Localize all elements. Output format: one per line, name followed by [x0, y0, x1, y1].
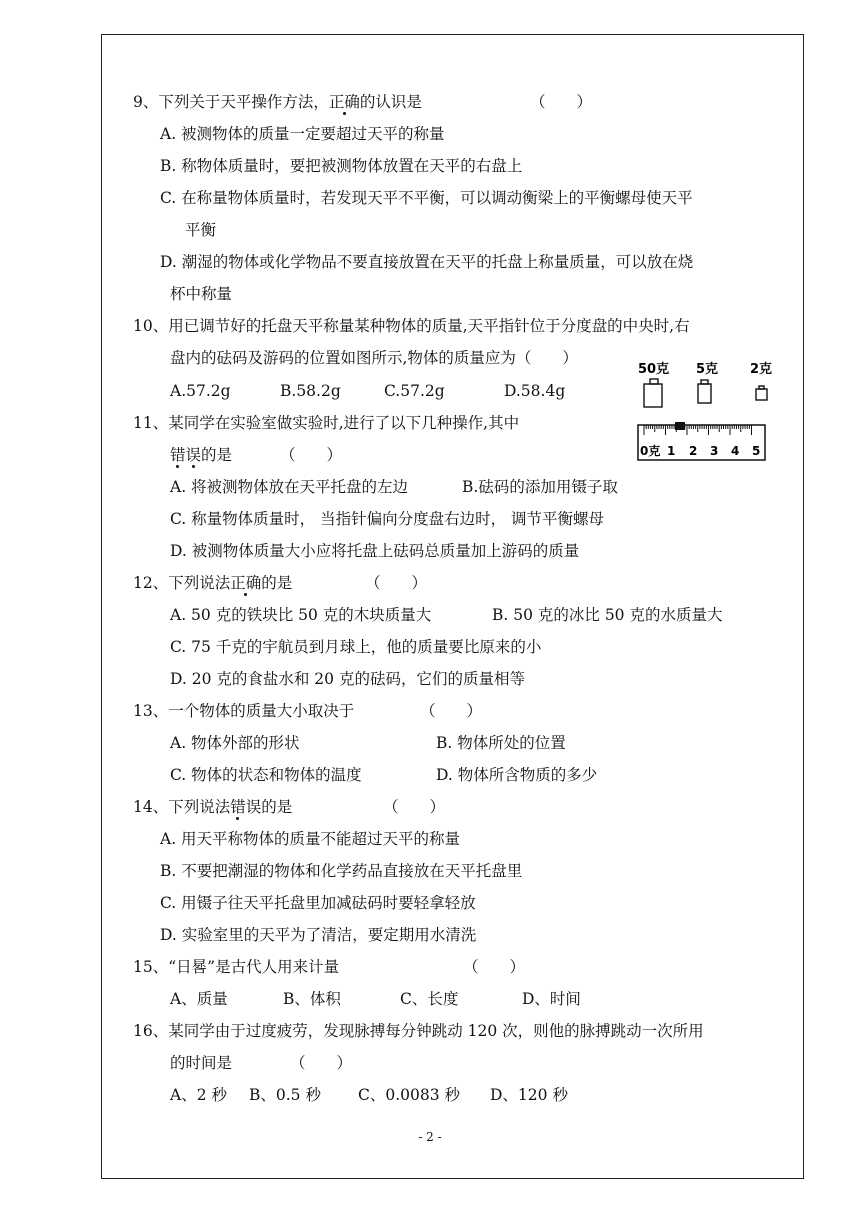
q16-stem-cont: 的时间是 [170, 1054, 233, 1072]
q9-answer-paren: （ ） [530, 93, 593, 111]
q16-option-d: D、120 秒 [490, 1086, 568, 1104]
scale-unit-label: 0克 [640, 444, 661, 458]
q16-stem: 16、某同学由于过度疲劳，发现脉搏每分钟跳动 120 次，则他的脉搏跳动一次所用 [133, 1022, 704, 1040]
scale-tick-label: 2 [689, 444, 698, 458]
q14-stem: 14、下列说法错误的是 [133, 798, 293, 816]
q15-stem: 15、“日晷”是古代人用来计量 [133, 958, 340, 976]
weights-and-scale-figure [630, 355, 775, 470]
q12-option-b: B. 50 克的冰比 50 克的水质量大 [492, 606, 723, 624]
q15-option-d: D、时间 [522, 990, 581, 1008]
q12-answer-paren: （ ） [365, 574, 428, 592]
weight-50g-label: 50克 [638, 362, 670, 377]
scale-tick-label: 3 [710, 444, 719, 458]
q16-option-c: C、0.0083 秒 [358, 1086, 461, 1104]
q12-option-c: C. 75 千克的宇航员到月球上，他的质量要比原来的小 [170, 638, 542, 656]
q10-option-c: C.57.2g [384, 382, 445, 400]
q11-answer-paren: （ ） [280, 446, 343, 464]
q11-stem-cont: 错误的是 [170, 446, 233, 464]
q10-stem-cont: 盘内的砝码及游码的位置如图所示,物体的质量应为（ ） [170, 349, 578, 367]
q15-option-b: B、体积 [283, 990, 341, 1008]
q11-option-d: D. 被测物体质量大小应将托盘上砝码总质量加上游码的质量 [170, 542, 580, 560]
rider-scale [638, 422, 765, 460]
weight-50g-icon [644, 379, 662, 407]
q13-stem: 13、一个物体的质量大小取决于 [133, 702, 355, 720]
q11-option-a: A. 将被测物体放在天平托盘的左边 [170, 478, 409, 496]
q9-stem: 9、下列关于天平操作方法，正确的认识是 [133, 93, 422, 111]
q13-option-b: B. 物体所处的位置 [436, 734, 566, 752]
q14-answer-paren: （ ） [383, 798, 446, 816]
page-number: - 2 - [418, 1130, 442, 1144]
q14-option-b: B. 不要把潮湿的物体和化学药品直接放在天平托盘里 [160, 862, 523, 880]
q13-option-a: A. 物体外部的形状 [170, 734, 300, 752]
q11-option-b: B.砝码的添加用镊子取 [462, 478, 618, 496]
weight-5g-icon [698, 380, 711, 403]
q16-option-a: A、2 秒 [170, 1086, 227, 1104]
q15-option-a: A、质量 [170, 990, 228, 1008]
scale-tick-label: 1 [667, 444, 676, 458]
q14-option-c: C. 用镊子往天平托盘里加减砝码时要轻拿轻放 [160, 894, 476, 912]
q13-option-c: C. 物体的状态和物体的温度 [170, 766, 362, 784]
q9-option-c-cont: 平衡 [185, 221, 217, 239]
q16-option-b: B、0.5 秒 [249, 1086, 321, 1104]
q12-option-d: D. 20 克的食盐水和 20 克的砝码，它们的质量相等 [170, 670, 525, 688]
q9-option-a: A. 被测物体的质量一定要超过天平的称量 [160, 125, 445, 143]
weight-2g-icon [756, 386, 767, 400]
q9-option-c: C. 在称量物体质量时，若发现天平不平衡，可以调动衡梁上的平衡螺母使天平 [160, 189, 693, 207]
q10-option-d: D.58.4g [504, 382, 566, 400]
q12-stem: 12、下列说法正确的是 [133, 574, 293, 592]
q13-option-d: D. 物体所含物质的多少 [436, 766, 598, 784]
q11-option-c: C. 称量物体质量时， 当指针偏向分度盘右边时， 调节平衡螺母 [170, 510, 605, 528]
scale-tick-label: 5 [752, 444, 761, 458]
q10-option-a: A.57.2g [170, 382, 231, 400]
weight-5g-label: 5克 [696, 362, 719, 377]
scale-tick-label: 4 [731, 444, 740, 458]
rider-marker [675, 422, 685, 430]
q15-answer-paren: （ ） [463, 958, 526, 976]
q16-answer-paren: （ ） [290, 1054, 353, 1072]
q13-answer-paren: （ ） [420, 702, 483, 720]
q14-option-d: D. 实验室里的天平为了清洁，要定期用水清洗 [160, 926, 477, 944]
q14-option-a: A. 用天平称物体的质量不能超过天平的称量 [160, 830, 461, 848]
q10-option-b: B.58.2g [280, 382, 341, 400]
weight-2g-label: 2克 [750, 362, 773, 377]
q9-option-d: D. 潮湿的物体或化学物品不要直接放置在天平的托盘上称量质量，可以放在烧 [160, 253, 694, 271]
q9-option-d-cont: 杯中称量 [170, 285, 233, 303]
q12-option-a: A. 50 克的铁块比 50 克的木块质量大 [170, 606, 432, 624]
q10-stem: 10、用已调节好的托盘天平称量某种物体的质量,天平指针位于分度盘的中央时,右 [133, 317, 690, 335]
q11-stem: 11、某同学在实验室做实验时,进行了以下几种操作,其中 [133, 414, 520, 432]
q15-option-c: C、长度 [400, 990, 459, 1008]
q9-option-b: B. 称物体质量时，要把被测物体放置在天平的右盘上 [160, 157, 523, 175]
